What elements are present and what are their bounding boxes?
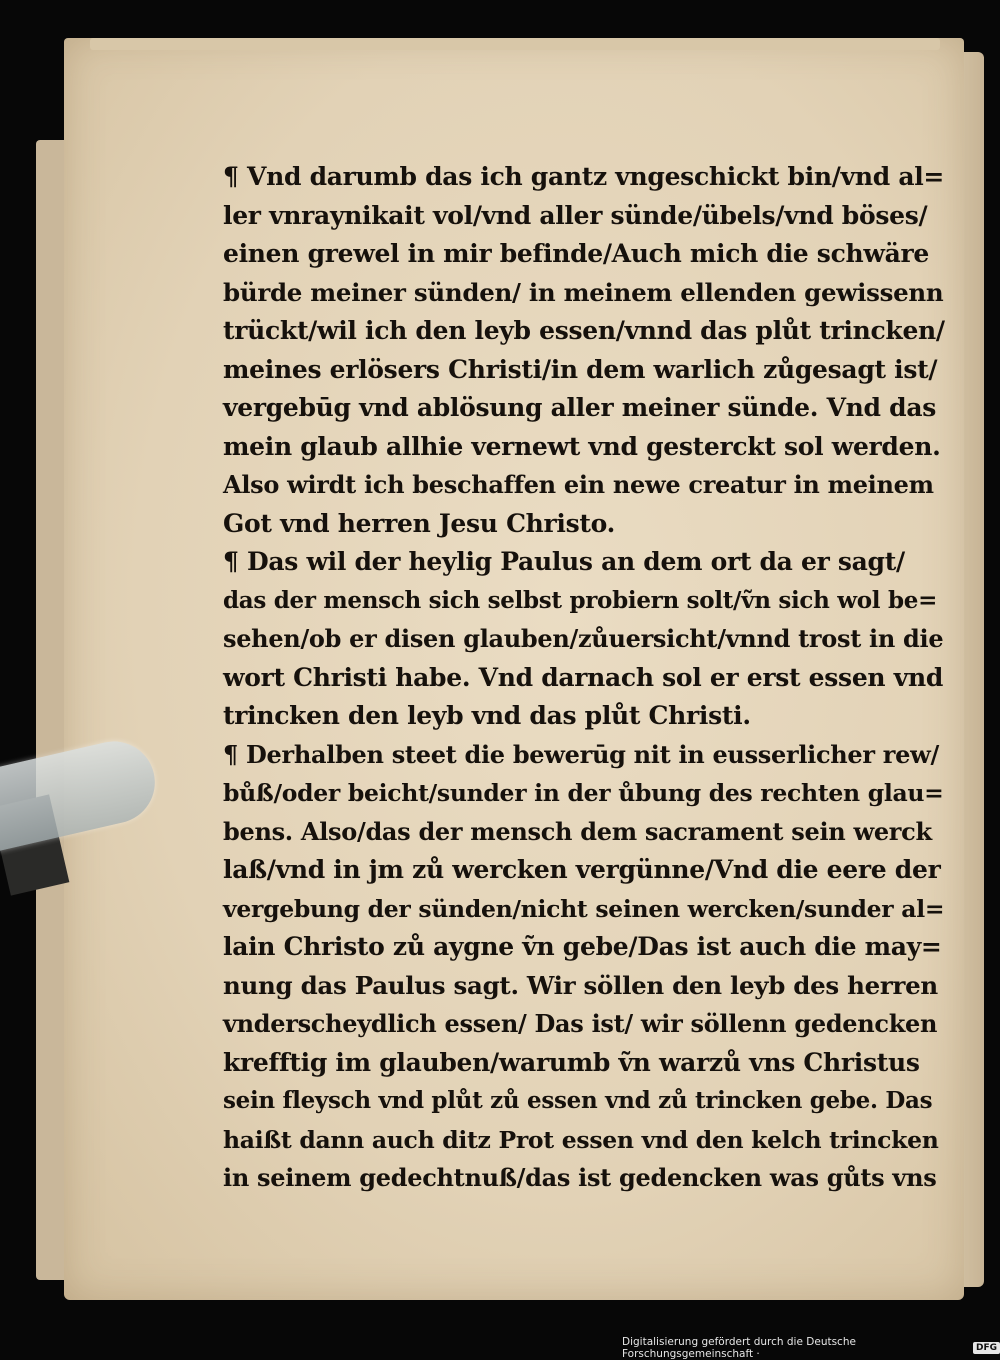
page-text [223, 158, 945, 1198]
page-top-edge [90, 38, 940, 50]
text-line: lain Christo zů aygne ṽn gebe/Das ist auch die may= [223, 932, 942, 961]
text-line: ¶ Das wil der heylig Paulus an dem ort da er sagt/ [223, 547, 905, 576]
text-line: trincken den leyb vnd das plůt Christi. [223, 701, 751, 730]
text-line: wort Christi habe. Vnd darnach sol er erst essen vnd [223, 662, 943, 692]
text-line: bens. Also/das der mensch dem sacrament sein werck [223, 816, 932, 846]
text-line: Also wirdt ich beschaffen ein newe creatur in meinem [223, 470, 934, 499]
text-line: in seinem gedechtnuß/das ist gedencken was gůts vns [223, 1163, 937, 1192]
text-line: trückt/wil ich den leyb essen/vnnd das plůt trincken/ [223, 316, 945, 345]
text-line: nung das Paulus sagt. Wir söllen den leyb des herren [223, 970, 938, 1000]
dfg-logo: DFG [973, 1342, 1000, 1354]
text-line: sehen/ob er disen glauben/zůuersicht/vnnd trost in die [223, 624, 944, 653]
text-line: Got vnd herren Jesu Christo. [223, 508, 615, 538]
text-line: krefftig im glauben/warumb ṽn warzů vns Christus [223, 1047, 920, 1077]
footer [622, 1336, 1000, 1360]
text-line: einen grewel in mir befinde/Auch mich die schwäre [223, 239, 929, 268]
text-line: haißt dann auch ditz Prot essen vnd den kelch trincken [223, 1125, 939, 1154]
text-line: meines erlösers Christi/in dem warlich zůgesagt ist/ [223, 354, 938, 384]
text-line: ¶ Vnd darumb das ich gantz vngeschickt bin/vnd al= [223, 162, 945, 191]
text-line: ¶ Derhalben steet die bewerūg nit in eusserlicher rew/ [223, 739, 939, 769]
text-line: bůß/oder beicht/sunder in der ůbung des rechten glau= [223, 779, 944, 807]
text-line: vergebung der sünden/nicht seinen wercken/sunder al= [223, 894, 945, 923]
text-line: laß/vnd in jm zů wercken vergünne/Vnd die eere der [223, 855, 941, 884]
text-line: sein fleysch vnd plůt zů essen vnd zů trincken gebe. Das [223, 1087, 933, 1114]
text-line: mein glaub allhie vernewt vnd gesterckt sol werden. [223, 431, 941, 461]
text-line: ler vnraynikait vol/vnd aller sünde/übels/vnd böses/ [223, 200, 928, 230]
text-line: vnderscheydlich essen/ Das ist/ wir söllenn gedencken [223, 1009, 938, 1038]
text-line: das der mensch sich selbst probiern solt/ṽn sich wol be= [223, 586, 938, 614]
text-line: vergebūg vnd ablösung aller meiner sünde. Vnd das [223, 393, 936, 422]
funding-credit: Digitalisierung gefördert durch die Deutsche Forschungsgemeinschaft · [622, 1336, 856, 1360]
text-line: bürde meiner sünden/ in meinem ellenden gewissenn [223, 277, 944, 307]
